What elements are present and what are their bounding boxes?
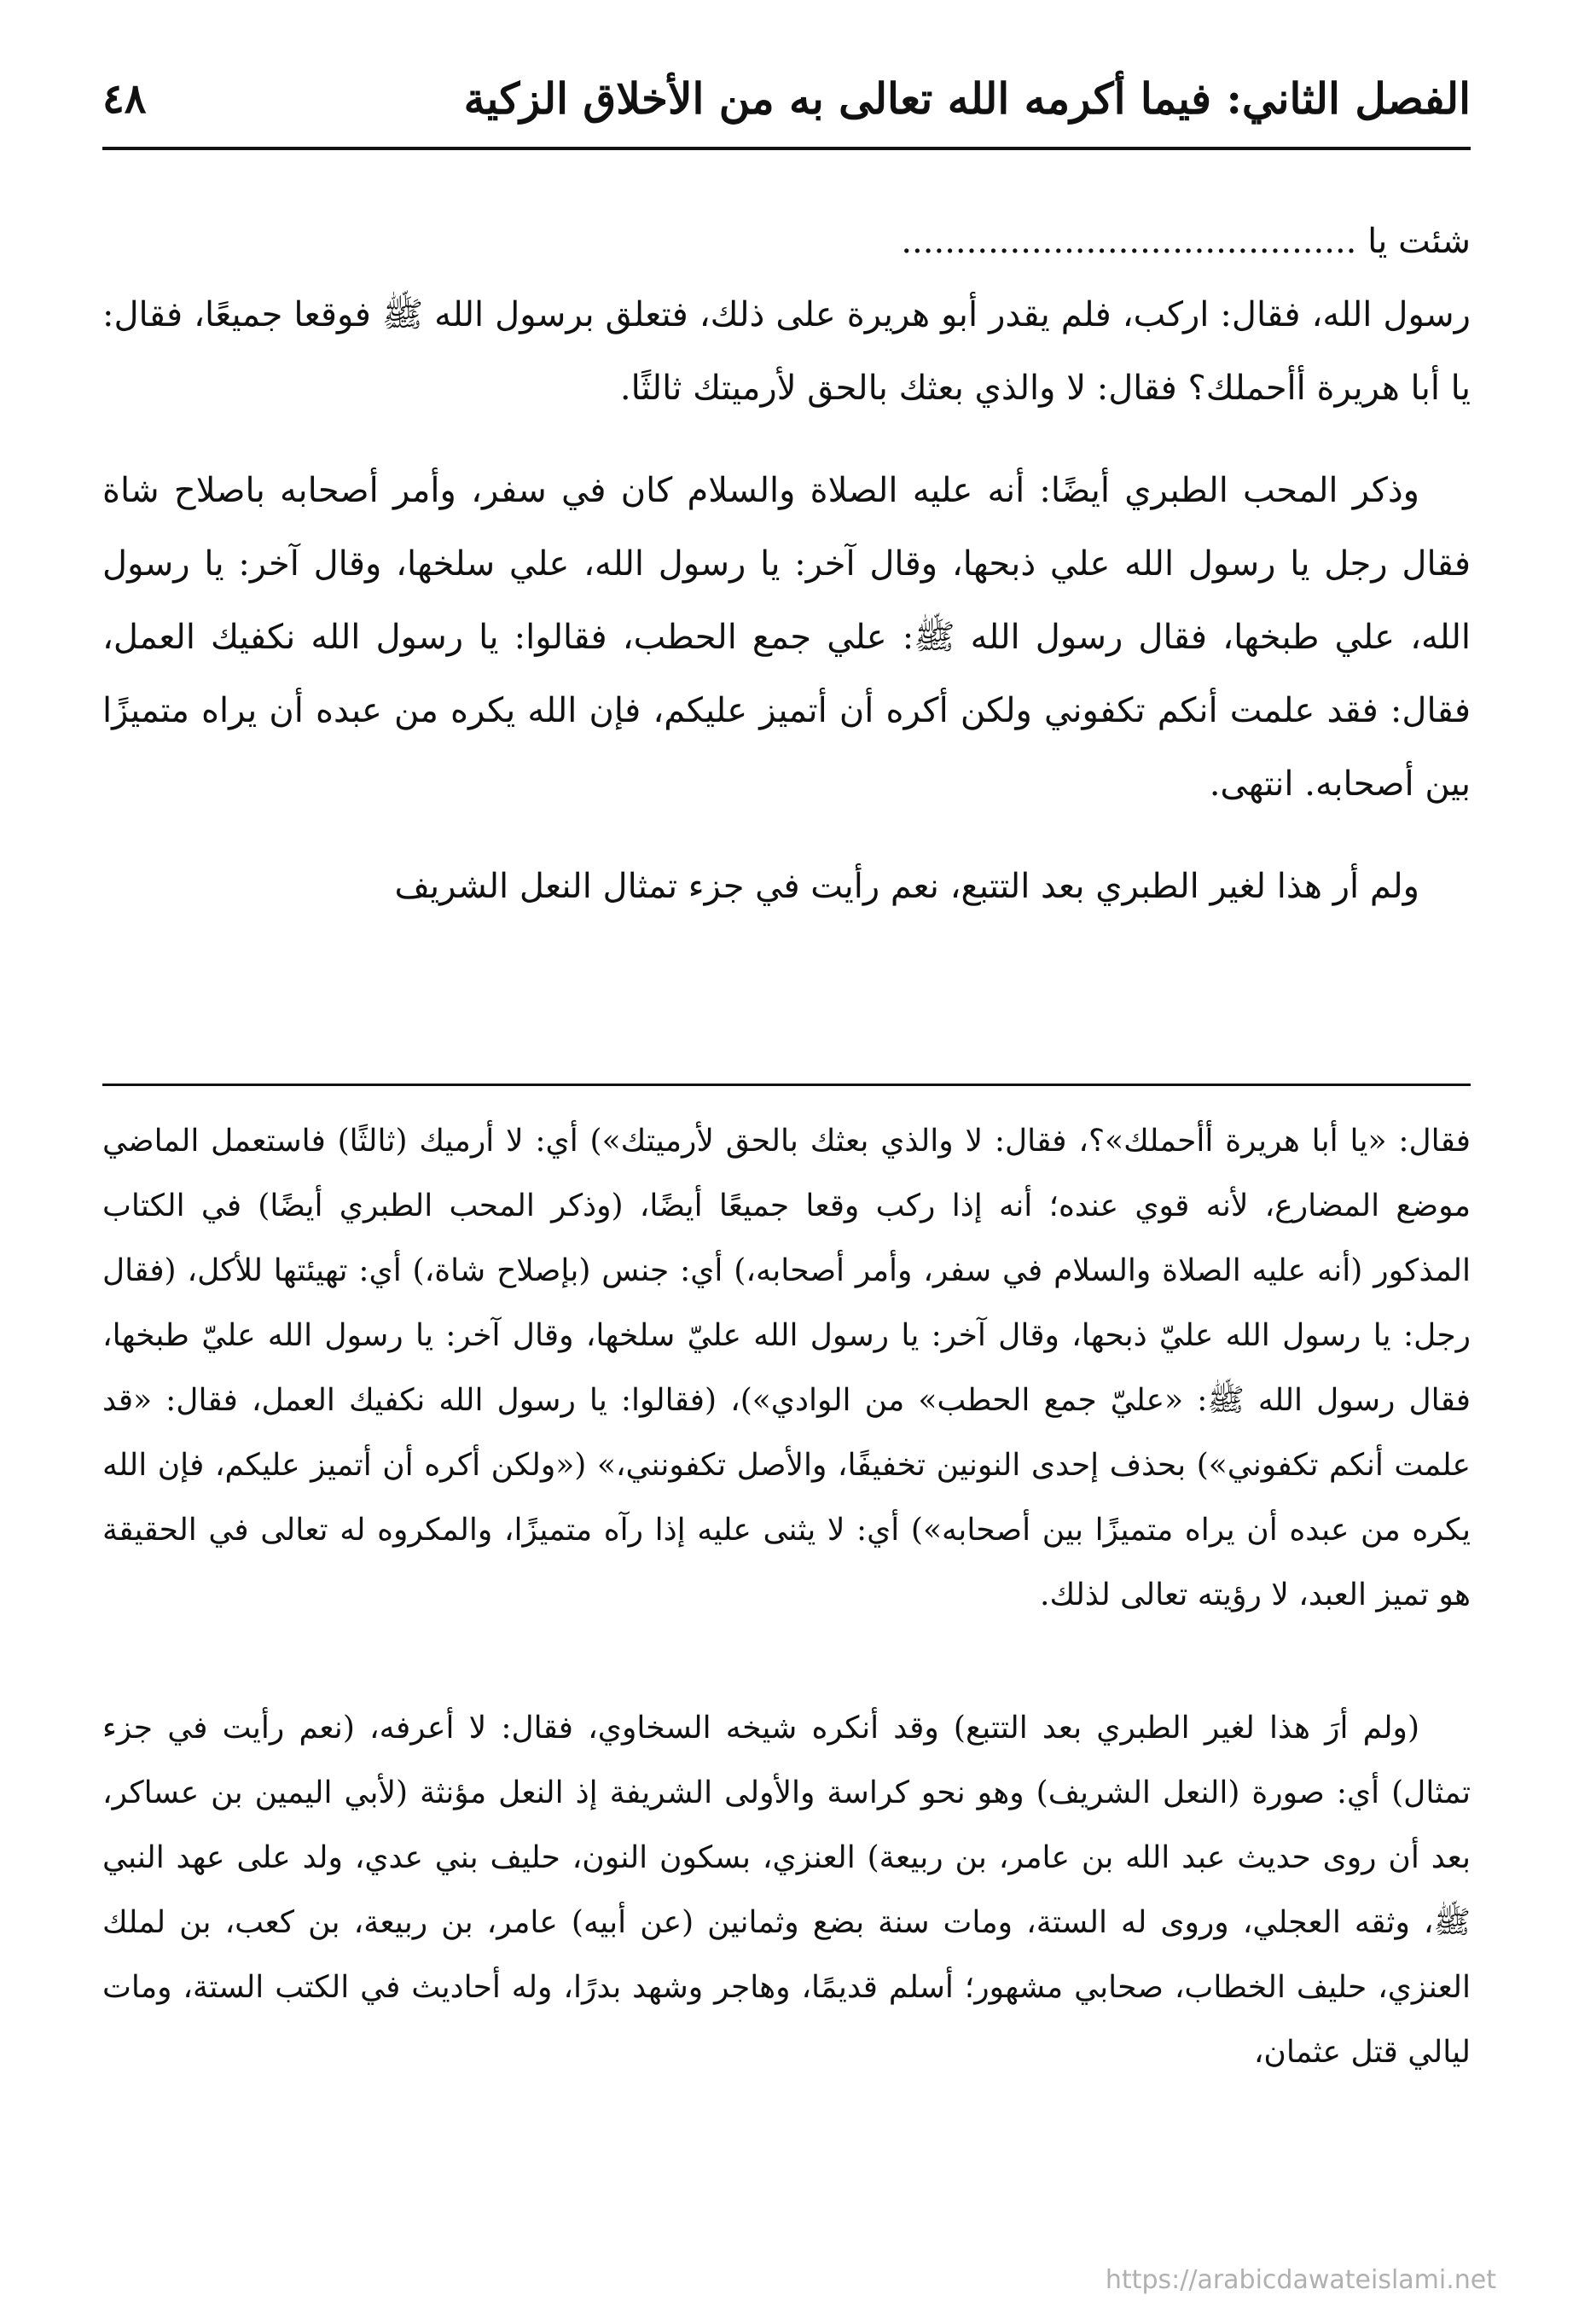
- opening-line: [102, 205, 1471, 278]
- commentary-text: [102, 1109, 1471, 2085]
- commentary-paragraph-2: (ولم أرَ هذا لغير الطبري بعد التتبع) وقد أنكره شيخه السخاوي، فقال: لا أعرفه، (نعم رأيت في جزء تمثال) أي: صورة (النعل الشريف) وهو نحو كراسة والأولى الشريفة إذ النعل مؤنثة (لأبي اليمين بن عساكر، بعد أن روى حديث عبد الله بن عامر، بن ربيعة) العنزي، بسكون النون، حليف بني عدي، ولد على عهد النبي ﷺ، وثقه العجلي، وروى له الستة، ومات سنة بضع وثمانين (عن أبيه) عامر، بن ربيعة، بن كعب، بن لملك العنزي، حليف الخطاب، صحابي مشهور؛ أسلم قديمًا، وهاجر وشهد بدرًا، وله أحاديث في الكتب الستة، ومات ليالي قتل عثمان،: [102, 1711, 1471, 2070]
- opening-words: شئت يا: [1367, 222, 1471, 261]
- header-rule: [102, 147, 1471, 150]
- watermark-url: https://arabicdawateislami.net: [1105, 2265, 1496, 2295]
- main-paragraph-3: ولم أر هذا لغير الطبري بعد التتبع، نعم رأيت في جزء تمثال النعل الشريف: [394, 867, 1419, 906]
- page-header: [102, 68, 1471, 145]
- running-title: الفصل الثاني: فيما أكرمه الله تعالى به من الأخلاق الزكية: [463, 73, 1471, 124]
- section-divider: [102, 1084, 1471, 1086]
- page-number: ٤٨: [102, 75, 147, 123]
- main-paragraph-1: رسول الله، فقال: اركب، فلم يقدر أبو هريرة على ذلك، فتعلق برسول الله ﷺ فوقعا جميعًا، فقال: يا أبا هريرة أأحملك؟ فقال: لا والذي بعثك بالحق لأرميتك ثالثًا.: [102, 295, 1471, 408]
- commentary-paragraph-1: فقال: «يا أبا هريرة أأحملك»؟، فقال: لا والذي بعثك بالحق لأرميتك») أي: لا أرميك (ثالثًا) فاستعمل الماضي موضع المضارع، لأنه قوي عنده؛ أنه إذا ركب وقعا جميعًا أيضًا، (وذكر المحب الطبري أيضًا) في الكتاب المذكور (أنه عليه الصلاة والسلام في سفر، وأمر أصحابه،) أي: جنس (بإصلاح شاة،) أي: تهيئتها للأكل، (فقال رجل: يا رسول الله عليّ ذبحها، وقال آخر: يا رسول الله عليّ سلخها، وقال آخر: يا رسول الله عليّ طبخها، فقال رسول الله ﷺ: «عليّ جمع الحطب» من الوادي»)، (فقالوا: يا رسول الله نكفيك العمل، فقال: «قد علمت أنكم تكفوني») بحذف إحدى النونين تخفيفًا، والأصل تكفونني،» («ولكن أكره أن أتميز عليكم، فإن الله يكره من عبده أن يراه متميزًا بين أصحابه») أي: لا يثنى عليه إذا رآه متميزًا، والمكروه له تعالى في الحقيقة هو تميز العبد، لا رؤيته تعالى لذلك.: [102, 1124, 1471, 1612]
- dotted-gap: ..........................................: [901, 222, 1357, 261]
- main-text: [102, 205, 1471, 923]
- main-paragraph-2: وذكر المحب الطبري أيضًا: أنه عليه الصلاة والسلام كان في سفر، وأمر أصحابه باصلاح شاة فقال رجل يا رسول الله علي ذبحها، وقال آخر: يا رسول الله، علي سلخها، وقال آخر: يا رسول الله، علي طبخها، فقال رسول الله ﷺ: علي جمع الحطب، فقالوا: يا رسول الله نكفيك العمل، فقال: فقد علمت أنكم تكفوني ولكن أكره أن أتميز عليكم، فإن الله يكره من عبده أن يراه متميزًا بين أصحابه. انتهى.: [102, 471, 1471, 804]
